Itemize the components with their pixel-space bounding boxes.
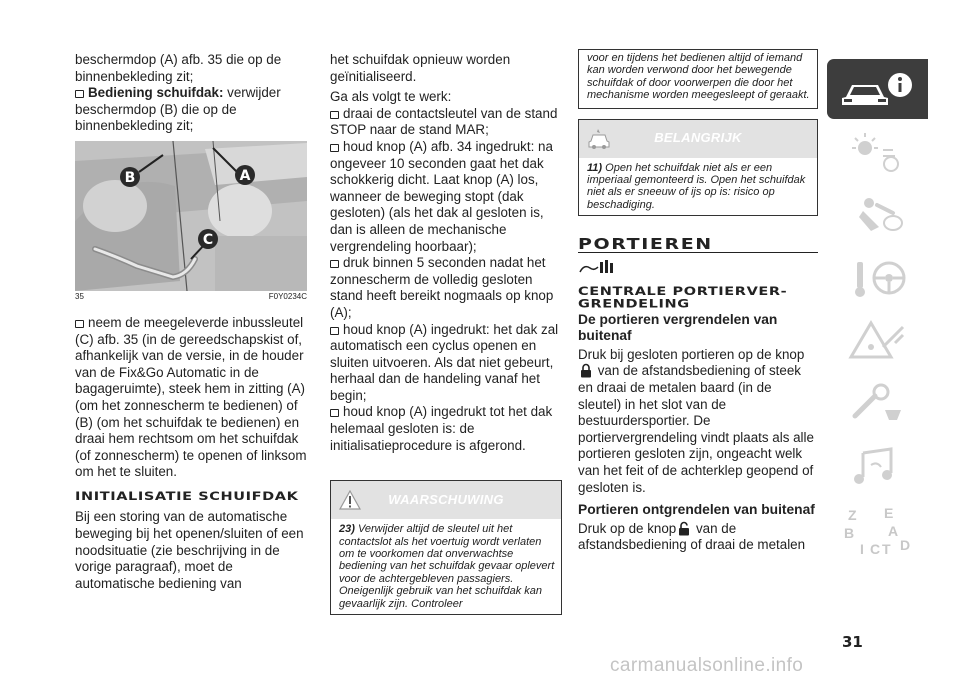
paragraph-text: Druk op de knop <box>578 520 677 536</box>
important-text <box>579 158 817 216</box>
figure-label-c: C <box>202 231 214 248</box>
bullet-text: houd knop (A) ingedrukt tot het dak helemaal gesloten is: de initialisatieprocedure is afgerond. <box>330 404 553 453</box>
section-heading: CENTRALE PORTIERVER-GRENDELING <box>578 285 788 311</box>
warning-continued-box: voor en tijdens het bedienen altijd of iemand kan worden verwond door het bewegende schuifdak of door voorwerpen die door het mechanisme worden meegesleept of geraakt. <box>578 49 818 109</box>
bullet-text: houd knop (A) afb. 34 ingedrukt: na ongeveer 10 seconden gaat het dak schokkerig dicht. Laat knop (A) los, wanneer de beweging stopt (dak gesloten) (als het dak al gesloten is, dan is alleen de mechanische vergrendeling hoorbaar); <box>330 138 553 254</box>
important-title: BELANGRIJK <box>654 130 742 146</box>
index-letter: D <box>899 537 910 553</box>
figure-number: 35 <box>75 291 84 301</box>
bullet-text: houd knop (A) ingedrukt: het dak zal automatisch een cyclus openen en sluiten uitvoeren. Als dat niet gebeurt, herhaal dan de handeling vanaf het begin; <box>330 321 559 403</box>
subsection-heading: Portieren ontgrendelen van buitenaf <box>578 502 815 518</box>
bullet-item <box>330 404 562 454</box>
service-icon <box>843 380 913 428</box>
column-2 <box>330 52 562 615</box>
page-number: 31 <box>842 633 863 651</box>
index-letter: A <box>887 523 898 539</box>
note-number: 23) <box>339 523 355 536</box>
paragraph: Ga als volgt te werk: <box>330 89 452 105</box>
bold-label: Bediening schuifdak: <box>88 85 224 101</box>
figure-label-b: B <box>124 169 136 186</box>
checkbox-bullet-icon <box>330 144 339 152</box>
checkbox-bullet-icon <box>330 409 339 417</box>
column-3 <box>578 52 818 554</box>
column-1 <box>75 52 307 592</box>
paragraph: beschermdop (A) afb. 35 die op de binnenbekleding zit; <box>75 52 282 84</box>
paragraph-text: van de afstandsbediening of draai de metalen <box>578 520 806 553</box>
note-text: Verwijder altijd de sleutel uit het contactslot als het voertuig wordt verlaten om te voorkomen dat onverwachtse bediening van het schuifdak gevaar oplevert voor de achtergebleven passagiers. Oneigenlijk gebruik van het schuifdak kan gevaarlijk zijn. Controleer <box>339 523 555 610</box>
checkbox-bullet-icon <box>330 111 339 119</box>
bullet-item <box>330 255 562 321</box>
warning-header <box>331 481 561 519</box>
paragraph: Bij een storing van de automatische beweging bij het openen/sluiten of een noodsituatie (zie beschrijving in de vorige paragraaf), moet de automatische bediening van <box>75 509 304 591</box>
tab-dashboard-lights[interactable] <box>827 122 928 182</box>
lock-open-icon <box>678 521 690 536</box>
tab-service[interactable] <box>827 374 928 434</box>
doors-symbol-icon <box>578 258 618 276</box>
music-nav-icon <box>843 443 913 491</box>
airbag-icon <box>843 191 913 239</box>
sunroof-illustration <box>75 141 307 291</box>
note-number: 11) <box>587 161 603 174</box>
bullet-text: druk binnen 5 seconden nadat het zonnescherm de volledig gesloten stand heeft bereikt nogmaals op knop (A); <box>330 255 554 320</box>
note-text: Open het schuifdak niet als er een imperiaal gemonteerd is. Open het schuifdak niet als er sneeuw of ijs op is: risico op beschadiging. <box>587 161 806 211</box>
section-heading: INITIALISATIE SCHUIFDAK <box>75 490 299 504</box>
index-letter: T <box>881 541 891 556</box>
important-box <box>578 119 818 217</box>
bullet-item <box>330 139 562 255</box>
bullet-item <box>330 322 562 405</box>
tab-steering-key[interactable] <box>827 248 928 308</box>
figure-code: F0Y0234C <box>268 291 307 301</box>
tab-airbag[interactable] <box>827 185 928 245</box>
paragraph-text: Druk bij gesloten portieren op de knop <box>578 346 805 362</box>
paragraph-text: van de afstandsbediening of steek en draai de metalen baard (in de sleutel) in het slot van de bestuurdersportier. De portiervergrendeling vindt plaats als alle portieren gesloten zijn, ongeacht welk van het feit of de achterklep geopend of gesloten is. <box>578 363 814 495</box>
index-letters-icon <box>838 504 918 556</box>
tab-index[interactable] <box>827 500 928 560</box>
index-letter: B <box>843 525 854 541</box>
paragraph <box>578 347 818 496</box>
warning-box <box>330 480 562 615</box>
figure-label-a: A <box>239 167 251 184</box>
checkbox-bullet-icon <box>330 260 339 268</box>
index-letter: Z <box>847 507 857 523</box>
paragraph-text: verwijder beschermdop (B) die op de binnenbekleding zit; <box>75 85 281 134</box>
important-header <box>579 120 817 158</box>
paragraph: het schuifdak opnieuw worden geïnitialiseerd. <box>330 52 511 84</box>
car-info-icon <box>838 67 918 111</box>
warning-text <box>331 519 561 614</box>
lock-closed-icon <box>580 363 592 378</box>
tab-warning-triangle[interactable] <box>827 311 928 371</box>
index-letter: E <box>883 505 893 521</box>
bullet-text: draai de contactsleutel van de stand STOP naar de stand MAR; <box>330 105 558 138</box>
watermark: carmanualsonline.info <box>610 655 804 676</box>
warning-triangle-icon <box>843 317 913 365</box>
dashboard-lights-icon <box>843 128 913 176</box>
figure-35 <box>75 141 307 291</box>
bullet-item <box>75 85 307 135</box>
chapter-sidebar <box>827 59 928 563</box>
bullet-item <box>330 106 562 139</box>
bullet-item <box>75 315 307 481</box>
subsection-heading: De portieren vergrendelen van buitenaf <box>578 311 778 344</box>
checkbox-bullet-icon <box>75 90 84 98</box>
checkbox-bullet-icon <box>75 320 84 328</box>
index-letter: C <box>869 541 880 556</box>
tab-car-info[interactable] <box>827 59 928 119</box>
index-letter: I <box>859 541 864 556</box>
tab-music-nav[interactable] <box>827 437 928 497</box>
warning-title: WAARSCHUWING <box>388 491 504 507</box>
paragraph <box>578 521 818 554</box>
paragraph-text: neem de meegeleverde inbussleutel (C) afb. 35 (in de gereedschapskist of, afhankelijk van de versie, in de houder van de Fix&Go Automatic in de bagageruimte), steek hem in zitting (A) (om het zonnescherm te bedienen) of (B) (om het schuifdak te bedienen) en draai hem rechtsom om het schuifdak (of zonnescherm) te openen of linksom om het te sluiten. <box>75 314 307 480</box>
checkbox-bullet-icon <box>330 327 339 335</box>
steering-key-icon <box>843 254 913 302</box>
figure-caption <box>75 291 307 303</box>
chapter-title: PORTIEREN <box>578 235 713 254</box>
